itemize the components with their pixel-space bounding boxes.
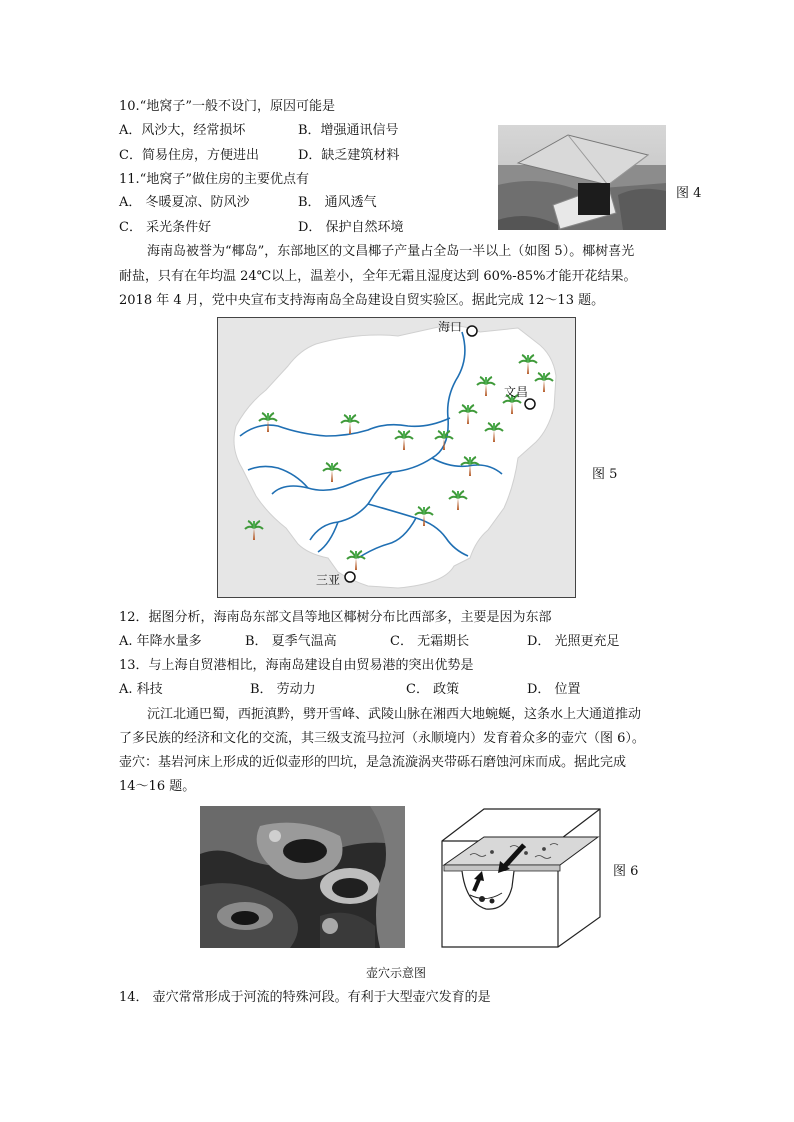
q11-option-a: A． 冬暖夏凉、防风沙	[119, 195, 250, 210]
pothole-diagram	[440, 807, 602, 949]
q12-option-d: D． 光照更充足	[527, 634, 620, 649]
passage2-line3: 壶穴：基岩河床上形成的近似壶形的凹坑，是急流漩涡夹带砾石磨蚀河床而成。据此完成	[119, 755, 627, 770]
q13-option-d: D． 位置	[527, 682, 581, 697]
island-shape	[234, 326, 556, 588]
haikou-label: 海口	[438, 320, 463, 334]
q10-stem: 10.“地窝子”一般不设门，原因可能是	[119, 99, 335, 114]
q10-option-a: A．风沙大，经常损坏	[119, 123, 246, 138]
dugout-photo	[498, 125, 666, 230]
passage1-line1: 海南岛被誉为“椰岛”，东部地区的文昌椰子产量占全岛一半以上（如图 5）。椰树喜光	[147, 244, 635, 259]
q11-stem: 11.“地窝子”做住房的主要优点有	[119, 172, 309, 187]
wenchang-label: 文昌	[504, 385, 529, 399]
q13-option-b: B． 劳动力	[250, 682, 316, 697]
pothole-photo	[200, 806, 405, 948]
q11-option-b: B． 通风透气	[298, 195, 377, 210]
q11-option-d: D． 保护自然环境	[298, 220, 404, 235]
passage2-line1: 沅江北通巴蜀，西扼滇黔，劈开雪峰、武陵山脉在湘西大地蜿蜒，这条水上大通道推动	[147, 707, 642, 722]
fig6-caption: 壶穴示意图	[366, 966, 427, 980]
q14-stem: 14． 壶穴常常形成于河流的特殊河段。有利于大型壶穴发育的是	[119, 990, 491, 1005]
hainan-map	[217, 317, 576, 598]
q10-option-c: C．简易住房，方便进出	[119, 148, 259, 163]
passage1-line2: 耐盐，只有在年均温 24℃以上，温差小，全年无霜且湿度达到 60%-85%才能开花结果。	[119, 269, 637, 284]
q10-option-d: D．缺乏建筑材料	[298, 148, 400, 163]
sanya-marker	[345, 572, 355, 582]
fig4-label: 图 4	[676, 186, 702, 201]
haikou-marker	[467, 326, 477, 336]
q11-option-c: C． 采光条件好	[119, 220, 212, 235]
sanya-label: 三亚	[316, 573, 341, 587]
passage2-line4: 14～16 题。	[119, 779, 196, 794]
q13-stem: 13．与上海自贸港相比，海南岛建设自由贸易港的突出优势是	[119, 658, 474, 673]
fig6-label: 图 6	[613, 864, 639, 879]
q12-option-a: A. 年降水量多	[119, 634, 202, 649]
passage2-line2: 了多民族的经济和文化的交流，其三级支流马拉河（永顺境内）发育着众多的壶穴（图 6）。	[119, 731, 645, 746]
q12-stem: 12．据图分析，海南岛东部文昌等地区椰树分布比西部多，主要是因为东部	[119, 610, 552, 625]
q12-option-c: C． 无霜期长	[390, 634, 470, 649]
q13-option-a: A. 科技	[119, 682, 163, 697]
q12-option-b: B． 夏季气温高	[245, 634, 337, 649]
fig5-label: 图 5	[592, 467, 618, 482]
q13-option-c: C． 政策	[406, 682, 460, 697]
q10-option-b: B．增强通讯信号	[298, 123, 399, 138]
passage1-line3: 2018 年 4 月，党中央宣布支持海南岛全岛建设自贸实验区。据此完成 12～13 题。	[119, 293, 605, 308]
